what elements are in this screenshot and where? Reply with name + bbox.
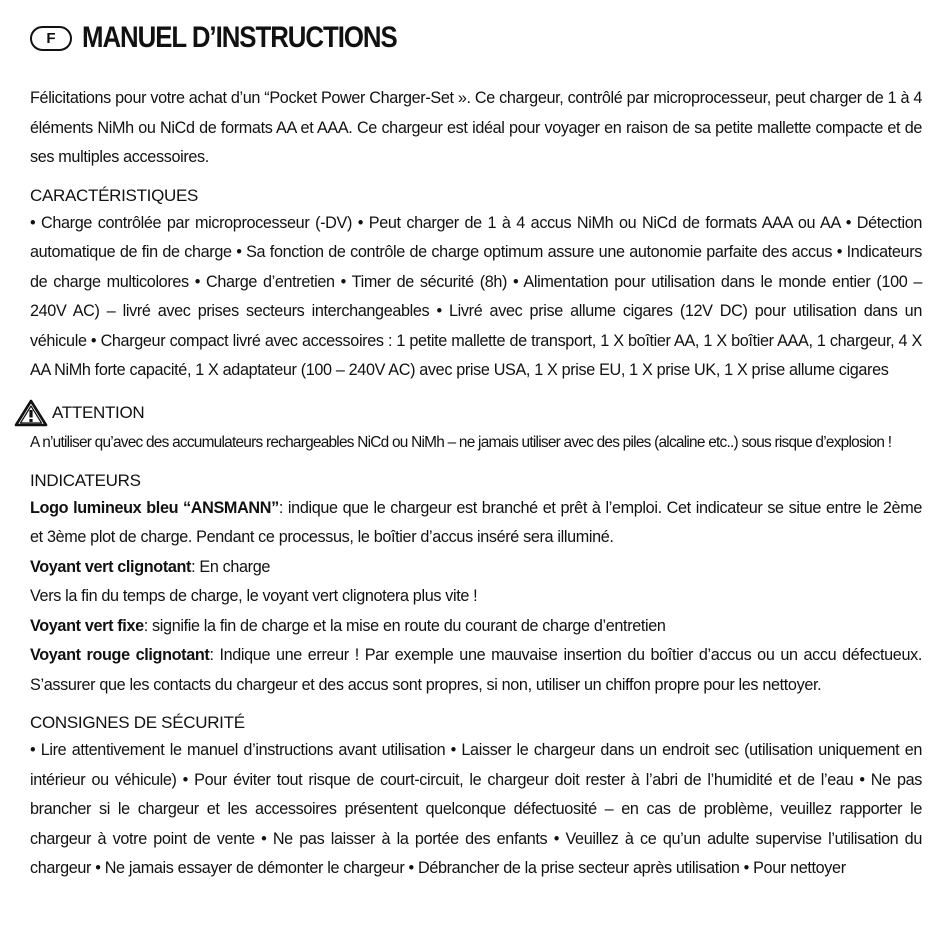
indicator-logo-label: Logo lumineux bleu “ANSMANN”	[30, 498, 279, 517]
warning-triangle-icon	[14, 399, 48, 427]
attention-label: ATTENTION	[52, 402, 145, 422]
indicator-logo-text: : indique que le chargeur est branché et prêt à l’emploi. Cet indicateur se situe entre le 2ème et 3ème plot de charge. Pendant ce processus, le boîtier d’accus inséré sera illuminé.	[30, 498, 922, 546]
intro-paragraph: Félicitations pour votre achat d’un “Pocket Power Charger-Set ». Ce chargeur, contrôlé par microprocesseur, peut charger de 1 à 4 éléments NiMh ou NiCd de formats AA et AAA. Ce chargeur est idéal pour voyager en raison de sa petite mallette compacte et de ses multiples accessoires.	[30, 89, 922, 166]
indicator-blink-red-label: Voyant rouge clignotant	[30, 646, 210, 664]
indicator-solid-green-text: : signifie la fin de charge et la mise en route du courant de charge d’entretien	[143, 616, 666, 635]
indicator-blink-green	[30, 553, 922, 583]
indicators-heading: INDICATEURS	[30, 470, 141, 490]
indicator-blink-green-note: Vers la fin du temps de charge, le voyant vert clignotera plus vite !	[30, 587, 478, 605]
attention-text: A n’utiliser qu’avec des accumulateurs rechargeables NiCd ou NiMh – ne jamais utiliser avec des piles (alcaline etc..) sous risque d’explosion !	[30, 433, 892, 451]
page-title: MANUEL D’INSTRUCTIONS	[82, 21, 397, 54]
indicator-solid-green	[30, 612, 922, 642]
indicator-logo	[30, 494, 922, 553]
indicator-blink-red	[30, 641, 922, 700]
safety-paragraph: • Lire attentivement le manuel d’instructions avant utilisation • Laisser le chargeur dans un endroit sec (utilisation uniquement en intérieur ou véhicule) • Pour éviter tout risque de court-circuit, le chargeur doit rester à l’abri de l’humidité et de l’eau • Ne pas brancher si le chargeur et les accessoires présentent quelconque défectuosité – en cas de problème, veuillez rapporter le chargeur à votre point de vente • Ne pas laisser à la portée des enfants • Veuillez à ce qu’un adulte supervise l’utilisation du chargeur • Ne jamais essayer de démonter le chargeur • Débrancher de la prise secteur après utilisation • Pour nettoyer	[30, 741, 922, 877]
indicator-solid-green-label: Voyant vert fixe	[30, 616, 144, 635]
title-row	[30, 18, 922, 58]
features-heading: CARACTÉRISTIQUES	[30, 185, 199, 205]
features-paragraph: • Charge contrôlée par microprocesseur (-DV) • Peut charger de 1 à 4 accus NiMh ou NiCd de formats AAA ou AA • Détection automatique de fin de charge • Sa fonction de contrôle de charge optimum assure une autonomie parfaite des accus • Indicateurs de charge multicolores • Charge d’entretien • Timer de sécurité (8h) • Alimentation pour utilisation dans le monde entier (100 – 240V AC) – livré avec prises secteurs interchangeables • Livré avec prise allume cigares (12V DC) pour utilisation dans un véhicule • Chargeur compact livré avec accessoires : 1 petite mallette de transport, 1 X boîtier AA, 1 X boîtier AAA, 1 chargeur, 4 X AA NiMh forte capacité, 1 X adaptateur (100 – 240V AC) avec prise USA, 1 X prise EU, 1 X prise UK, 1 X prise allume cigares	[30, 213, 922, 379]
indicator-blink-red-text: : Indique une erreur ! Par exemple une mauvaise insertion du boîtier d’accus ou un accu défectueux. S’assurer que les contacts du chargeur et des accus sont propres, si non, utiliser un chiffon propre pour les nettoyer.	[30, 646, 922, 694]
indicator-blink-green-label: Voyant vert clignotant	[30, 557, 192, 576]
indicator-blink-green-text: : En charge	[191, 557, 271, 576]
attention-row	[14, 398, 922, 428]
language-badge: F	[30, 26, 72, 51]
safety-heading: CONSIGNES DE SÉCURITÉ	[30, 713, 245, 732]
